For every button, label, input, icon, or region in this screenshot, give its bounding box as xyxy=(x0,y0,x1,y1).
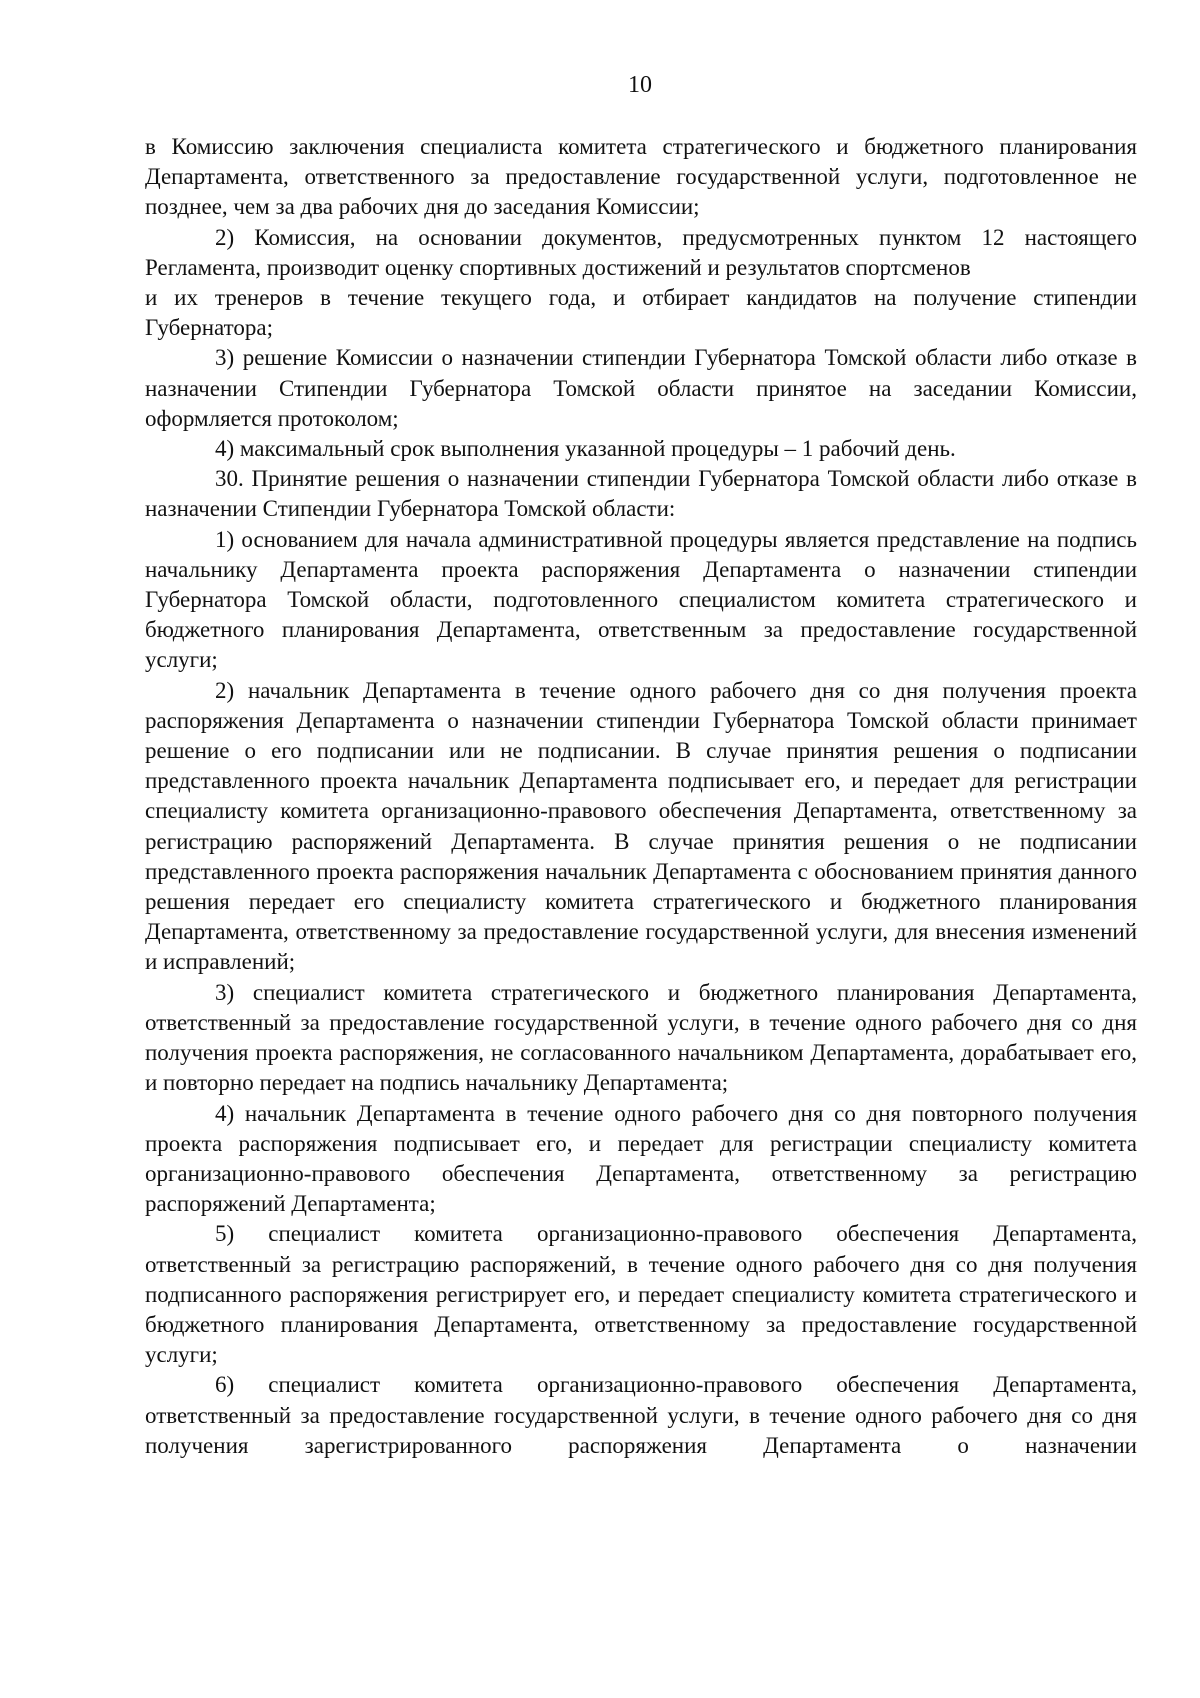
page-number: 10 xyxy=(628,72,652,98)
paragraph: 2) Комиссия, на основании документов, предусмотренных пунктом 12 настоящего Регламента, производит оценку спортивных достижений и результатов спортсменов xyxy=(145,224,1137,280)
paragraph: 2) начальник Департамента в течение одного рабочего дня со дня получения проекта распоряжения Департамента о назначении стипендии Губернатора Томской области принимает решение о его подписании или не подписании. В случае принятия решения о подписании представленного проекта начальник Департамента подписывает его, и передает для регистрации специалисту комитета организационно-правового обеспечения Департамента, ответственному за регистрацию распоряжений Департамента. В случае принятия решения о не подписании представленного проекта распоряжения начальник Департамента с обоснованием принятия данного решения передает его специалисту комитета стратегического и бюджетного планирования Департамента, ответственному за предоставление государственной услуги, для внесения изменений и исправлений; xyxy=(145,677,1137,975)
paragraph: 3) решение Комиссии о назначении стипендии Губернатора Томской области либо отказе в назначении Стипендии Губернатора Томской области принятое на заседании Комиссии, оформляется протоколом; xyxy=(145,345,1137,431)
document-body xyxy=(145,132,1137,1461)
paragraph: 1) основанием для начала административной процедуры является представление на подпись начальнику Департамента проекта распоряжения Департамента о назначении стипендии Губернатора Томской области, подготовленного специалистом комитета стратегического и бюджетного планирования Департамента, ответственным за предоставление государственной услуги; xyxy=(145,526,1137,673)
paragraph: в Комиссию заключения специалиста комитета стратегического и бюджетного планирования Департамента, ответственного за предоставление государственной услуги, подготовленное не позднее, чем за два рабочих дня до заседания Комиссии; xyxy=(145,134,1137,220)
paragraph: 4) начальник Департамента в течение одного рабочего дня со дня повторного получения проекта распоряжения подписывает его, и передает для регистрации специалисту комитета организационно-правового обеспечения Департамента, ответственному за регистрацию распоряжений Департамента; xyxy=(145,1100,1137,1217)
paragraph: 5) специалист комитета организационно-правового обеспечения Департамента, ответственный за регистрацию распоряжений, в течение одного рабочего дня со дня получения подписанного распоряжения регистрирует его, и передает специалисту комитета стратегического и бюджетного планирования Департамента, ответственному за предоставление государственной услуги; xyxy=(145,1221,1137,1368)
paragraph: 30. Принятие решения о назначении стипендии Губернатора Томской области либо отказе в назначении Стипендии Губернатора Томской области: xyxy=(145,466,1137,522)
paragraph: 3) специалист комитета стратегического и бюджетного планирования Департамента, ответственный за предоставление государственной услуги, в течение одного рабочего дня со дня получения проекта распоряжения, не согласованного начальником Департамента, дорабатывает его, и повторно передает на подпись начальнику Департамента; xyxy=(145,979,1137,1096)
paragraph: 4) максимальный срок выполнения указанной процедуры – 1 рабочий день. xyxy=(215,436,956,462)
paragraph: 6) специалист комитета организационно-правового обеспечения Департамента, ответственный за предоставление государственной услуги, в течение одного рабочего дня со дня получения зарегистрированного распоряжения Департамента о назначении xyxy=(145,1372,1137,1458)
paragraph: и их тренеров в течение текущего года, и отбирает кандидатов на получение стипендии Губернатора; xyxy=(145,285,1137,341)
